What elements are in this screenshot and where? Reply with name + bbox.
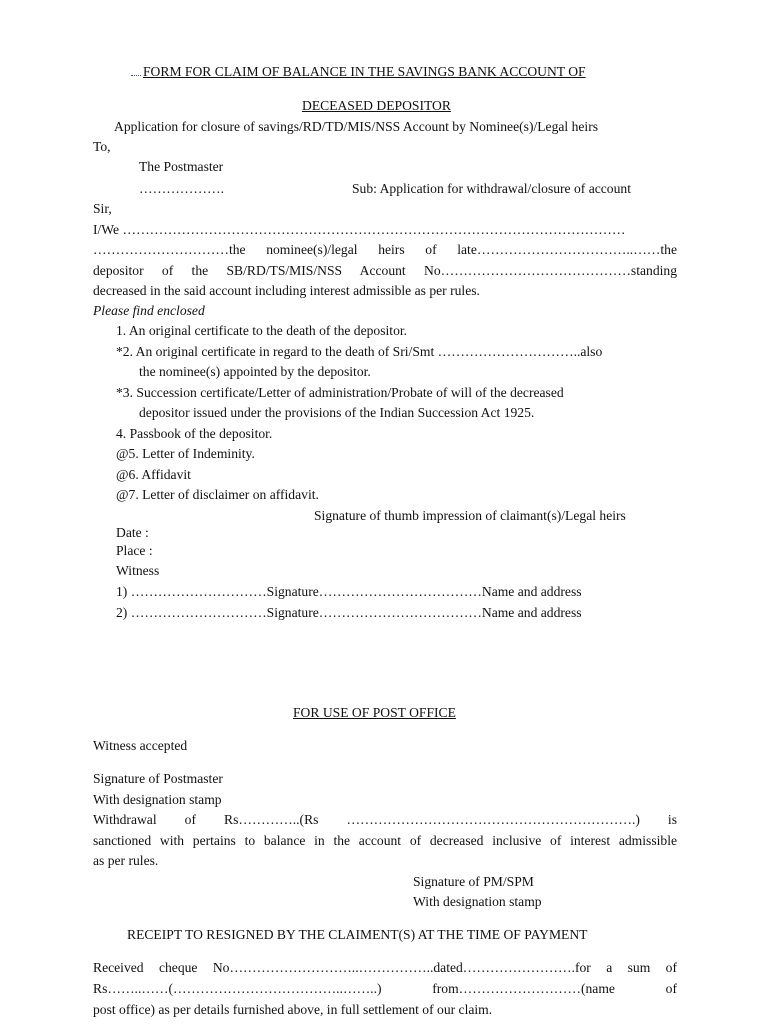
- witness-label: Witness: [116, 563, 160, 578]
- body-line-3: depositor of the SB/RD/TS/MIS/NSS Account No……………………………………standing: [93, 263, 677, 278]
- pm-signature-label: Signature of PM/SPM: [413, 874, 534, 889]
- withdrawal-line: Withdrawal of Rs…………..(Rs ……………………………………………………….) is: [93, 812, 677, 827]
- enclosure-item-7: @7. Letter of disclaimer on affidavit.: [116, 487, 319, 502]
- subject-line: Sub: Application for withdrawal/closure of account: [352, 181, 631, 196]
- postmaster-signature-label: Signature of Postmaster: [93, 771, 223, 786]
- witness-accepted: Witness accepted: [93, 738, 188, 753]
- place-label: Place :: [116, 543, 153, 558]
- receipt-line-2: Rs……..……(………………………………..……..) from………………………(name of: [93, 981, 677, 996]
- enclosure-item-3: *3. Succession certificate/Letter of administration/Probate of will of the decreased: [116, 385, 564, 400]
- rules-line: as per rules.: [93, 853, 159, 868]
- enclosure-item-6: @6. Affidavit: [116, 467, 191, 482]
- body-line-1: I/We …………………………………………………………………………………………………: [93, 222, 626, 237]
- date-label: Date :: [116, 525, 149, 540]
- enclosure-item-5: @5. Letter of Indeminity.: [116, 446, 255, 461]
- receipt-line-1: Received cheque No………………………..……………..dated…………………….for a sum of: [93, 960, 677, 975]
- pm-designation-label: With designation stamp: [413, 894, 542, 909]
- form-title-line1: FORM FOR CLAIM OF BALANCE IN THE SAVINGS BANK ACCOUNT OF: [131, 63, 586, 81]
- witness-1-line: 1) …………………………Signature………………………………Name and address: [116, 584, 582, 599]
- enclosure-item-2-cont: the nominee(s) appointed by the depositor.: [139, 364, 371, 379]
- enclosed-heading: Please find enclosed: [93, 303, 205, 318]
- sanctioned-line: sanctioned with pertains to balance in the account of decreased inclusive of interest admissible: [93, 833, 677, 848]
- anchor-mark-icon: [131, 72, 141, 76]
- enclosure-item-3-cont: depositor issued under the provisions of the Indian Succession Act 1925.: [139, 405, 535, 420]
- receipt-line-3: post office) as per details furnished above, in full settlement of our claim.: [93, 1002, 493, 1017]
- salutation: Sir,: [93, 201, 112, 216]
- enclosure-item-1: 1. An original certificate to the death of the depositor.: [116, 323, 408, 338]
- postmaster-line: The Postmaster: [139, 159, 224, 174]
- body-line-4: decreased in the said account including interest admissible as per rules.: [93, 283, 480, 298]
- postmaster-dots: ……………….: [139, 181, 224, 196]
- witness-2-line: 2) …………………………Signature………………………………Name and address: [116, 605, 582, 620]
- form-title-line2: DECEASED DEPOSITOR: [302, 98, 451, 113]
- designation-stamp-label: With designation stamp: [93, 792, 222, 807]
- application-line: Application for closure of savings/RD/TD/MIS/NSS Account by Nominee(s)/Legal heirs: [114, 119, 599, 134]
- post-office-heading: FOR USE OF POST OFFICE: [293, 705, 456, 720]
- claimant-signature-label: Signature of thumb impression of claimant(s)/Legal heirs: [314, 508, 626, 523]
- body-line-2: …………………………the nominee(s)/legal heirs of late……………………………..……the: [93, 242, 677, 257]
- receipt-heading: RECEIPT TO RESIGNED BY THE CLAIMENT(S) AT THE TIME OF PAYMENT: [127, 927, 588, 942]
- to-line: To,: [93, 139, 111, 154]
- enclosure-item-4: 4. Passbook of the depositor.: [116, 426, 273, 441]
- enclosure-item-2: *2. An original certificate in regard to the death of Sri/Smt …………………………..also: [116, 344, 603, 359]
